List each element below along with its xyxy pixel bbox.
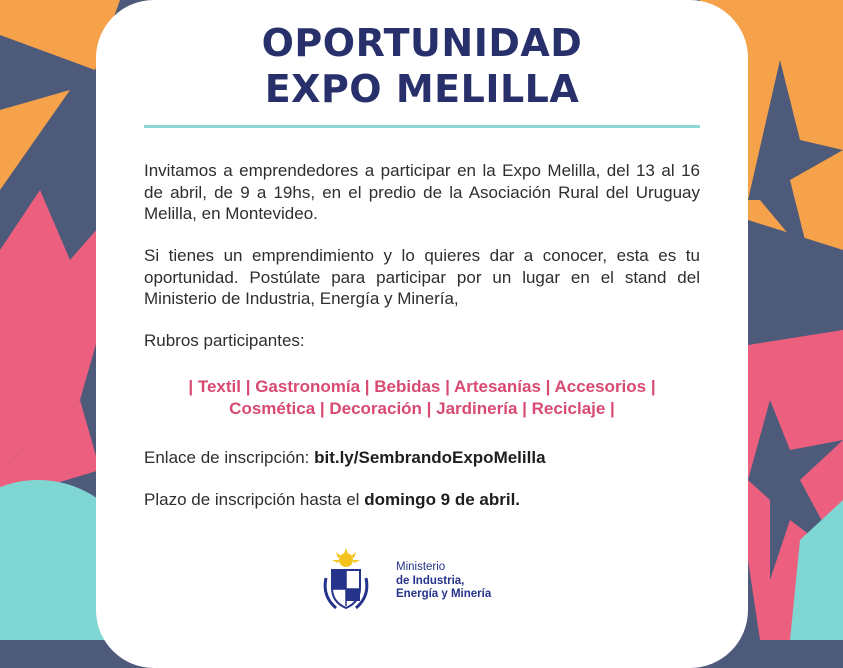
- rubros-label: Rubros participantes:: [144, 331, 305, 350]
- ministry-name-line2: de Industria,: [396, 574, 465, 587]
- rubros-list-line1: | Textil | Gastronomía | Bebidas | Artesanías | Accesorios |: [188, 377, 656, 396]
- registration-link-label: Enlace de inscripción:: [144, 448, 315, 467]
- ministry-name: [396, 561, 491, 602]
- deadline-line: [144, 489, 700, 510]
- headline-line1: OPORTUNIDAD: [261, 21, 583, 65]
- rubros-list: [144, 376, 700, 420]
- headline-line2: EXPO MELILLA: [264, 67, 580, 111]
- opportunity-paragraph: Si tienes un emprendimiento y lo quieres dar a conocer, esta es tu oportunidad. Postúlate para participar por un lugar en el stand del Ministerio de Industria, Energía y Minería,: [144, 246, 700, 308]
- announcement-card: [96, 0, 748, 668]
- registration-link-line: [144, 447, 700, 468]
- registration-link[interactable]: bit.ly/SembrandoExpoMelilla: [314, 448, 546, 467]
- coat-of-arms-icon: [318, 548, 374, 614]
- ministry-name-line3: Energía y Minería: [396, 588, 492, 600]
- ministry-logo: [318, 548, 518, 616]
- deadline-label: Plazo de inscripción hasta el: [144, 490, 365, 509]
- deadline-date: domingo 9 de abril.: [364, 490, 521, 509]
- intro-paragraph: Invitamos a emprendedores a participar en la Expo Melilla, del 13 al 16 de abril, de 9 a 19hs, en el predio de la Asociación Rural del Uruguay Melilla, en Montevideo.: [144, 161, 700, 223]
- rubros-list-line2: Cosmética | Decoración | Jardinería | Reciclaje |: [229, 399, 615, 418]
- title-divider: [144, 125, 700, 128]
- ministry-name-line1: Ministerio: [396, 561, 446, 573]
